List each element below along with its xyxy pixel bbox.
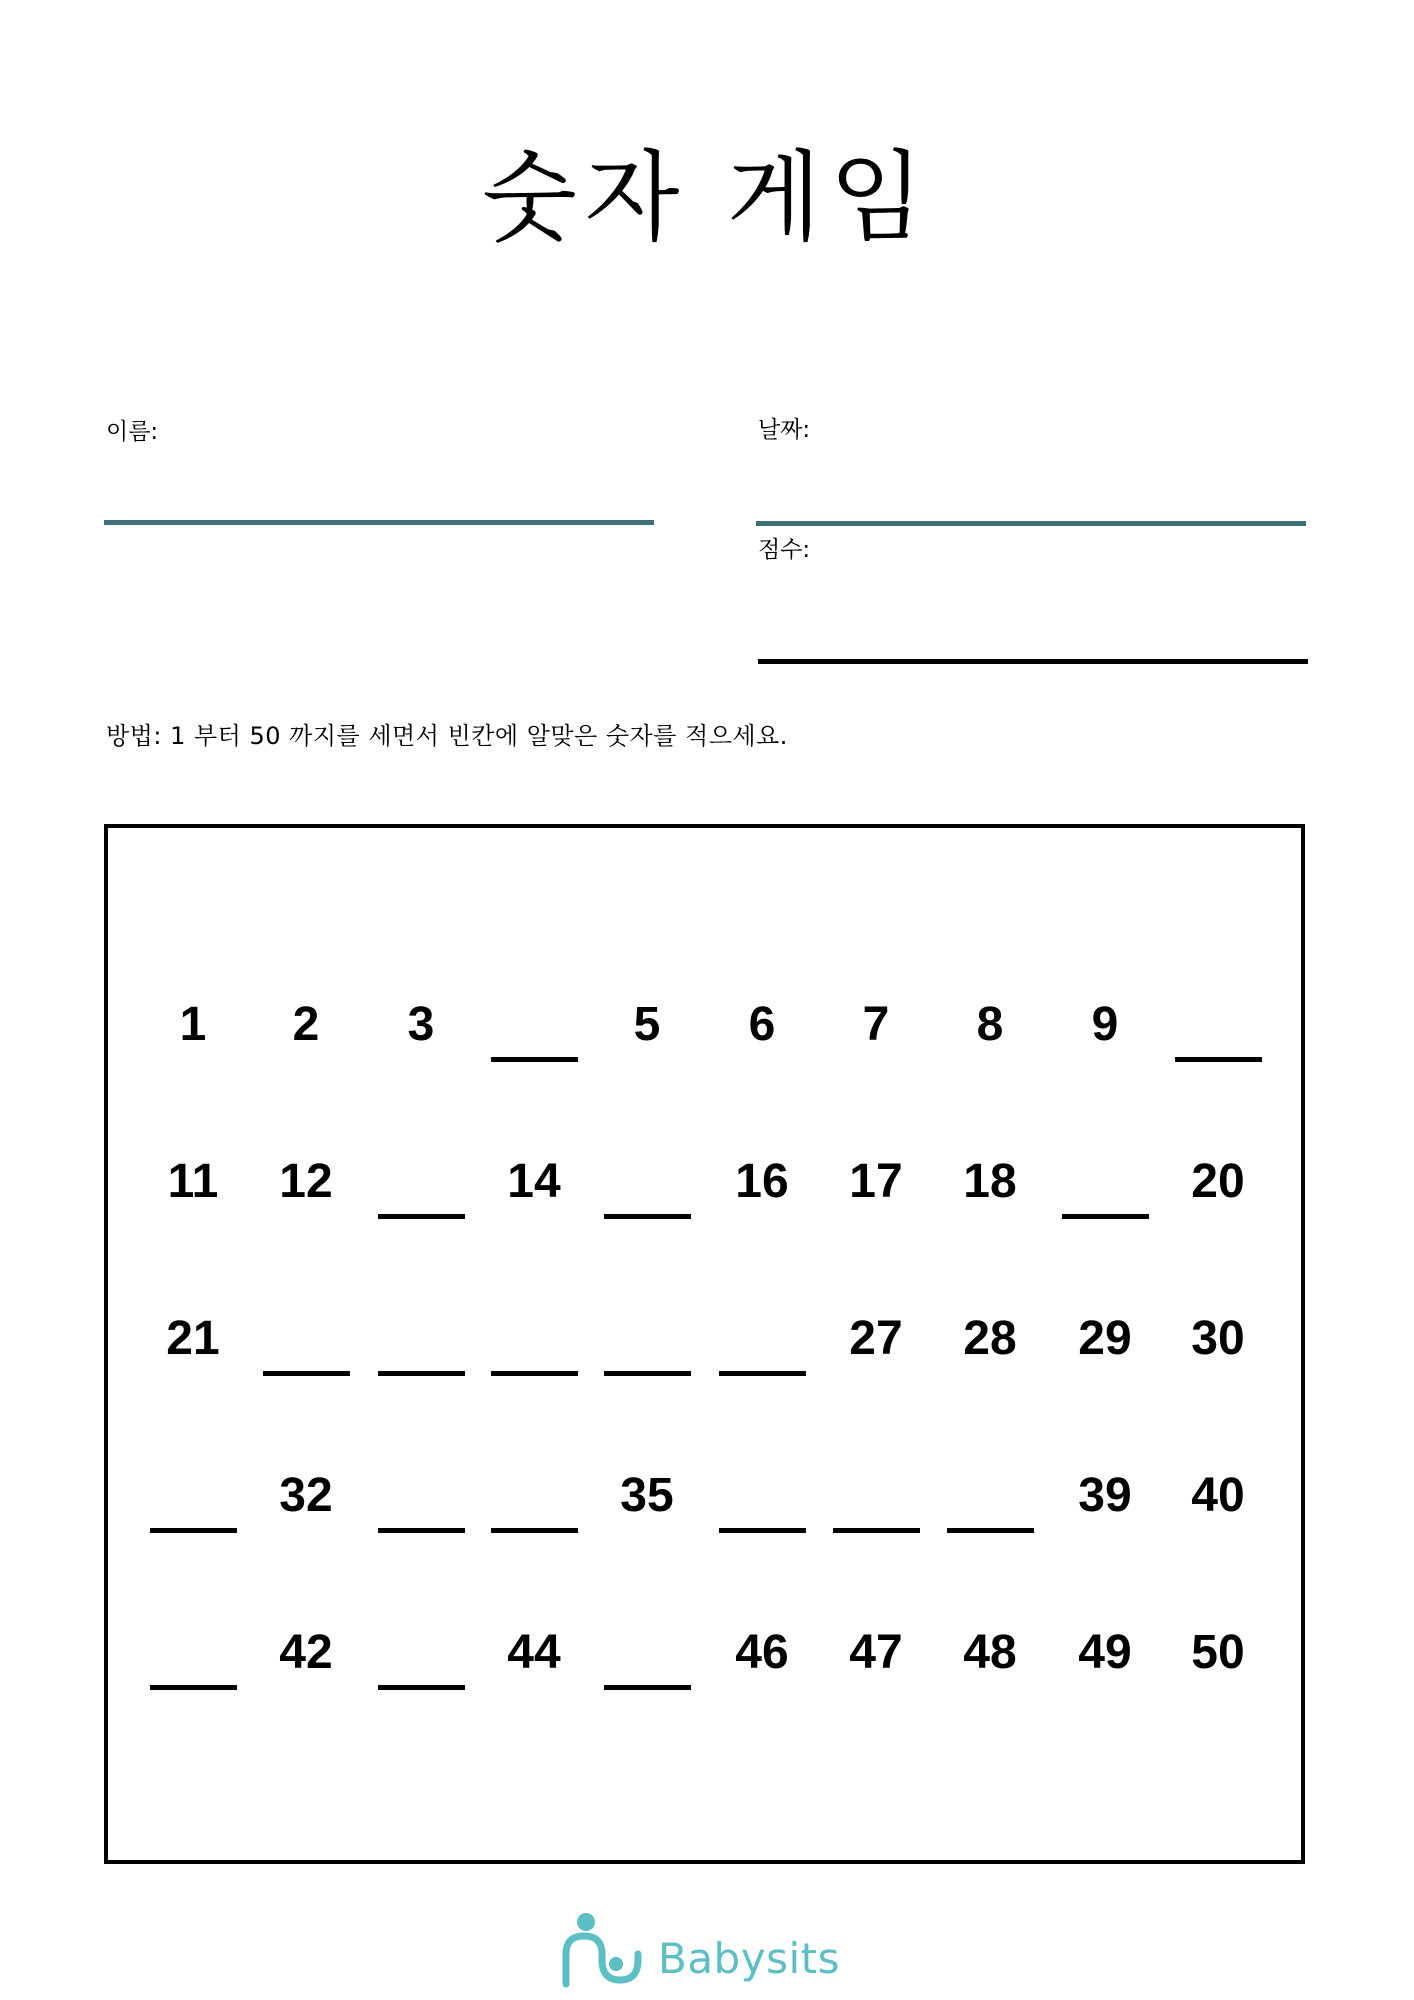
- grid-number: 16: [735, 1155, 789, 1208]
- grid-blank-field[interactable]: [150, 1528, 237, 1533]
- grid-number: 28: [963, 1312, 1017, 1365]
- grid-number: 32: [279, 1469, 333, 1522]
- grid-number: 17: [849, 1155, 903, 1208]
- grid-blank-field[interactable]: [604, 1685, 691, 1690]
- grid-number: 20: [1191, 1155, 1245, 1208]
- grid-number: 6: [748, 998, 776, 1051]
- grid-blank-field[interactable]: [491, 1371, 578, 1376]
- grid-blank-field[interactable]: [604, 1214, 691, 1219]
- grid-number: 40: [1191, 1469, 1245, 1522]
- grid-blank-field[interactable]: [947, 1528, 1034, 1533]
- grid-number: 29: [1078, 1312, 1132, 1365]
- grid-number: 30: [1191, 1312, 1245, 1365]
- score-field-line[interactable]: [758, 659, 1308, 664]
- grid-number: 2: [292, 998, 320, 1051]
- name-label: 이름:: [106, 419, 159, 445]
- instructions-text: 방법: 1 부터 50 까지를 세면서 빈칸에 알맞은 숫자를 적으세요.: [106, 722, 788, 750]
- grid-number: 27: [849, 1312, 903, 1365]
- grid-number: 7: [862, 998, 890, 1051]
- grid-number: 39: [1078, 1469, 1132, 1522]
- grid-blank-field[interactable]: [150, 1685, 237, 1690]
- grid-number: 14: [507, 1155, 561, 1208]
- grid-number: 11: [167, 1155, 219, 1208]
- grid-blank-field[interactable]: [719, 1371, 806, 1376]
- grid-blank-field[interactable]: [491, 1528, 578, 1533]
- grid-blank-field[interactable]: [1175, 1057, 1262, 1062]
- grid-number: 5: [633, 998, 661, 1051]
- date-label: 날짜:: [758, 417, 811, 443]
- brand-name: Babysits: [658, 1934, 840, 1983]
- grid-blank-field[interactable]: [1062, 1214, 1149, 1219]
- date-field-line[interactable]: [756, 521, 1306, 526]
- name-field-line[interactable]: [104, 520, 654, 525]
- grid-number: 35: [620, 1469, 674, 1522]
- grid-blank-field[interactable]: [378, 1685, 465, 1690]
- grid-blank-field[interactable]: [378, 1528, 465, 1533]
- grid-number: 21: [166, 1312, 220, 1365]
- grid-blank-field[interactable]: [263, 1371, 350, 1376]
- grid-number: 49: [1078, 1626, 1132, 1679]
- grid-number: 47: [849, 1626, 903, 1679]
- score-label: 점수:: [758, 537, 811, 563]
- grid-blank-field[interactable]: [833, 1528, 920, 1533]
- page-title: 숫자 게임: [482, 141, 932, 255]
- grid-number: 50: [1191, 1626, 1245, 1679]
- grid-number: 46: [735, 1626, 789, 1679]
- grid-number: 1: [179, 998, 207, 1051]
- grid-number: 9: [1091, 998, 1119, 1051]
- grid-number: 48: [963, 1626, 1017, 1679]
- grid-number: 12: [279, 1155, 333, 1208]
- grid-blank-field[interactable]: [378, 1371, 465, 1376]
- grid-blank-field[interactable]: [378, 1214, 465, 1219]
- grid-number: 42: [279, 1626, 333, 1679]
- grid-number: 3: [407, 998, 435, 1051]
- grid-number: 8: [976, 998, 1004, 1051]
- grid-blank-field[interactable]: [604, 1371, 691, 1376]
- grid-blank-field[interactable]: [719, 1528, 806, 1533]
- grid-number: 44: [507, 1626, 561, 1679]
- grid-number: 18: [963, 1155, 1017, 1208]
- grid-blank-field[interactable]: [491, 1057, 578, 1062]
